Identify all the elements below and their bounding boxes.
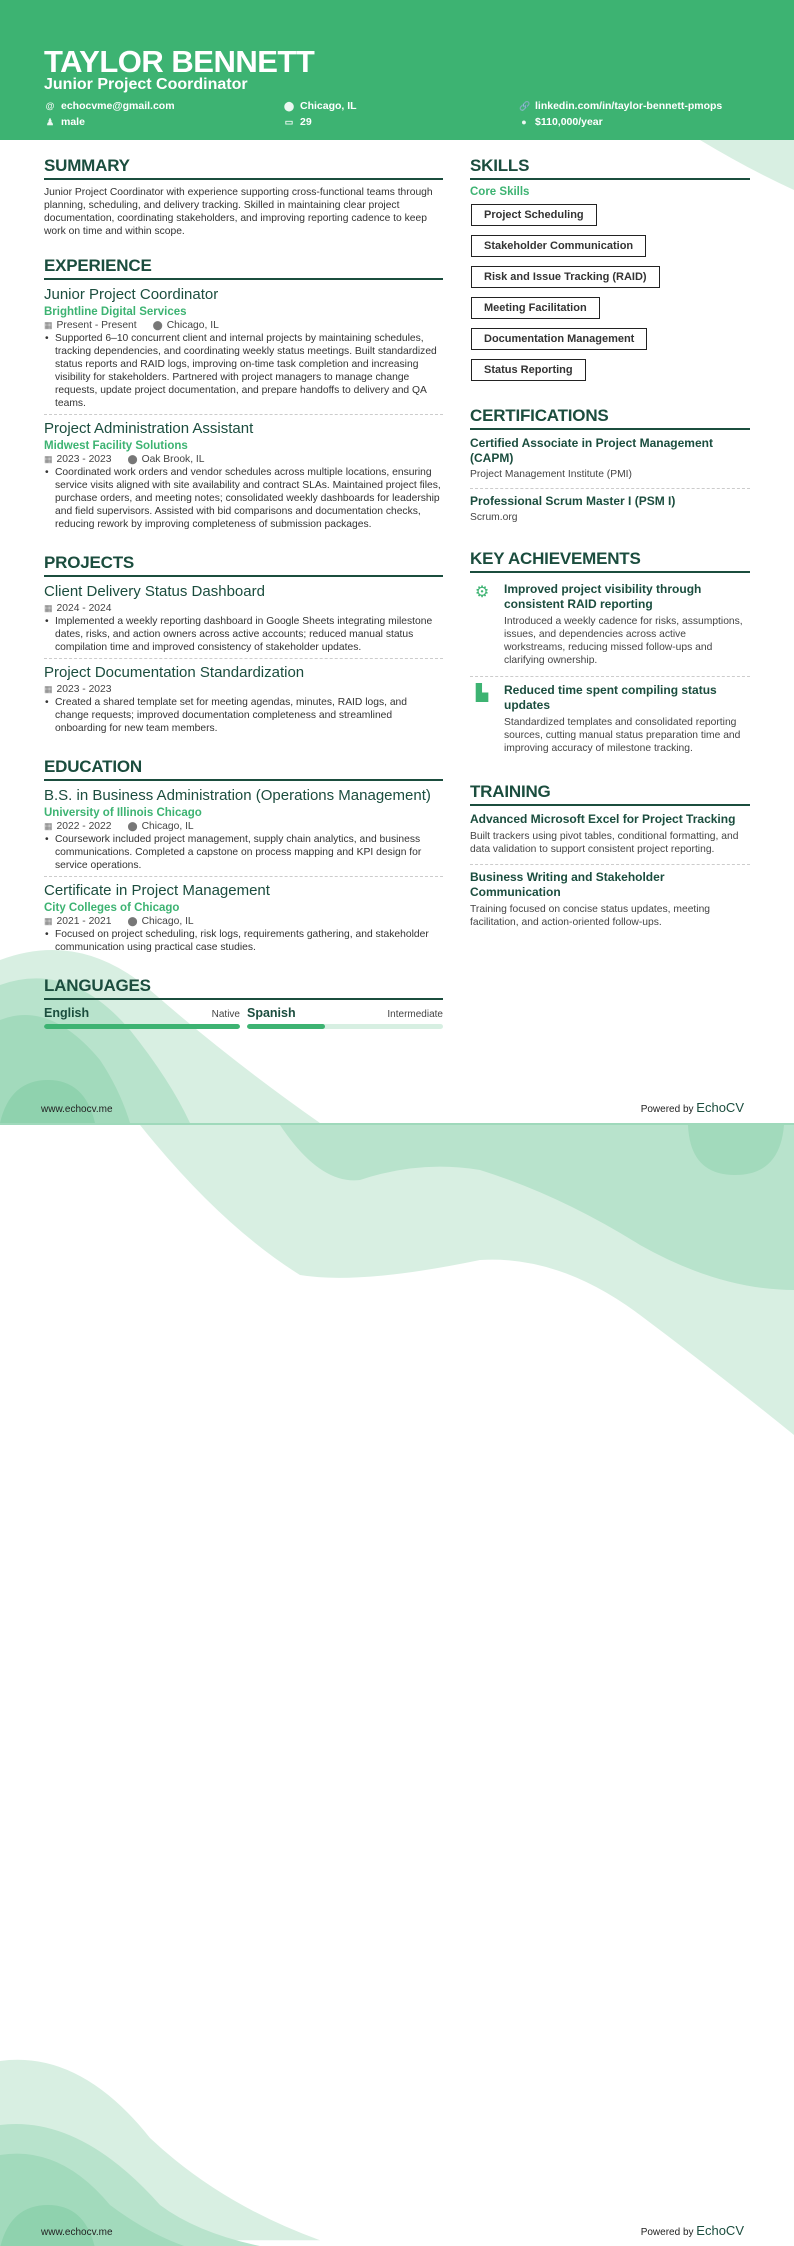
job-title: Junior Project Coordinator	[44, 286, 219, 303]
bullet: • Focused on project scheduling, risk logs, requirements gathering, and stakeholder communication using practical case studies.	[44, 928, 443, 954]
location-icon: ⬤	[127, 821, 138, 831]
document-icon: ▙	[475, 685, 489, 702]
job-title: Project Administration Assistant	[44, 420, 254, 437]
degree: B.S. in Business Administration (Operations Management)	[44, 787, 431, 804]
section-heading: EDUCATION	[44, 757, 443, 781]
dates-text: 2022 - 2022	[56, 821, 112, 832]
location-icon: ⬤	[127, 916, 138, 926]
training-title: Advanced Microsoft Excel for Project Tracking	[470, 812, 736, 826]
achievements-section	[470, 549, 750, 764]
resume-page-2	[0, 1123, 794, 2246]
powered-label: Powered by	[640, 2227, 694, 2238]
calendar-icon: ▦	[44, 916, 53, 926]
project-item	[44, 583, 443, 658]
language-item	[247, 1006, 443, 1029]
language-bar	[44, 1024, 240, 1029]
contact-text: Chicago, IL	[300, 100, 357, 112]
calendar-icon: ▦	[44, 603, 53, 613]
certifications-section	[470, 406, 750, 531]
calendar-icon: ▦	[44, 320, 53, 330]
location-icon: ⬤	[284, 100, 295, 111]
achievement-item	[470, 676, 750, 764]
contact-text: linkedin.com/in/taylor-bennett-pmops	[535, 100, 723, 112]
dates-text: 2024 - 2024	[56, 603, 112, 614]
education-item	[44, 787, 443, 876]
training-text: Built trackers using pivot tables, conditional formatting, and data validation to support consistent project reporting.	[470, 831, 739, 855]
degree: Certificate in Project Management	[44, 882, 270, 899]
experience-section	[44, 256, 443, 535]
location-icon: ⬤	[152, 320, 163, 330]
at-icon: @	[45, 101, 55, 111]
section-heading: CERTIFICATIONS	[470, 406, 750, 430]
section-heading: EXPERIENCE	[44, 256, 443, 280]
contact-text: 29	[300, 116, 312, 128]
location	[127, 454, 204, 465]
dates-text: Present - Present	[56, 320, 137, 331]
education-item	[44, 876, 443, 958]
language-level: Intermediate	[387, 1009, 443, 1020]
training-section	[470, 782, 750, 937]
bullet: • Coursework included project management, supply chain analytics, and business communications. Completed a capstone on process mapping and KPI design for service operations.	[44, 833, 443, 872]
language-bar-fill	[44, 1024, 240, 1029]
certification-item	[470, 436, 750, 488]
location	[127, 821, 193, 832]
contact-text: male	[61, 116, 85, 128]
powered-by	[641, 2223, 744, 2238]
skills-section	[470, 156, 750, 388]
gear-icon: ⚙	[474, 584, 490, 601]
languages-section	[44, 976, 443, 1029]
calendar-icon: ▭	[284, 116, 294, 127]
dates	[44, 603, 111, 614]
contact-text: $110,000/year	[535, 116, 603, 128]
language-bar-fill	[247, 1024, 325, 1029]
project-title: Project Documentation Standardization	[44, 664, 305, 681]
contact-linkedin[interactable]	[519, 100, 722, 112]
location-text: Chicago, IL	[141, 916, 194, 927]
training-item	[470, 812, 750, 864]
achievement-item	[470, 579, 750, 676]
footer-site-link[interactable]: www.echocv.me	[41, 2227, 113, 2238]
training-text: Training focused on concise status updates, meeting facilitation, and action-oriented follow-ups.	[470, 904, 711, 928]
location	[127, 916, 193, 927]
dates	[44, 916, 111, 927]
skills-group: Core Skills	[470, 186, 530, 198]
left-column	[44, 156, 443, 1047]
dates	[44, 684, 111, 695]
footer-site-link[interactable]: www.echocv.me	[41, 1104, 113, 1115]
skill-tag: Risk and Issue Tracking (RAID)	[471, 266, 660, 288]
language-item	[44, 1006, 240, 1029]
language-bar	[247, 1024, 443, 1029]
powered-label: Powered by	[640, 1104, 694, 1115]
company: Midwest Facility Solutions	[44, 440, 188, 452]
contact-text: echocvme@gmail.com	[61, 100, 175, 112]
header	[0, 0, 794, 140]
person-icon: ♟	[45, 116, 55, 127]
achievement-text: Introduced a weekly cadence for risks, assumptions, issues, and dependencies across active workstreams, reducing missed follow-ups and clarifying ownership.	[504, 616, 743, 666]
dates-text: 2021 - 2021	[56, 916, 112, 927]
language-name: Spanish	[247, 1006, 296, 1020]
company: Brightline Digital Services	[44, 306, 187, 318]
school: University of Illinois Chicago	[44, 807, 202, 819]
achievement-title: Improved project visibility through consistent RAID reporting	[504, 582, 702, 611]
location	[153, 320, 219, 331]
projects-section	[44, 553, 443, 739]
brand-name: EchoCV	[696, 1100, 744, 1115]
project-title: Client Delivery Status Dashboard	[44, 583, 265, 600]
right-column	[470, 156, 750, 955]
skill-tag: Stakeholder Communication	[471, 235, 646, 257]
contact-salary	[519, 116, 603, 128]
cert-issuer: Project Management Institute (PMI)	[470, 469, 632, 480]
achievement-text: Standardized templates and consolidated reporting sources, cutting manual status preparation time and improving accuracy of milestone tracking.	[504, 717, 741, 754]
brand-name: EchoCV	[696, 2223, 744, 2238]
bullet: • Implemented a weekly reporting dashboard in Google Sheets integrating milestone dates, risks, and action owners across active accounts; reduced manual status compilation time and improved consistency of stakeholder updates.	[44, 615, 443, 654]
location-text: Chicago, IL	[166, 320, 219, 331]
skill-tag: Project Scheduling	[471, 204, 597, 226]
language-name: English	[44, 1006, 90, 1020]
school: City Colleges of Chicago	[44, 902, 180, 914]
dates	[44, 821, 111, 832]
background-waves	[0, 1125, 794, 2246]
skill-tag: Meeting Facilitation	[471, 297, 600, 319]
language-level: Native	[211, 1009, 240, 1020]
cert-title: Professional Scrum Master I (PSM I)	[470, 494, 676, 508]
certification-item	[470, 488, 750, 531]
experience-item	[44, 286, 443, 414]
calendar-icon: ▦	[44, 821, 53, 831]
skill-tag: Documentation Management	[471, 328, 647, 350]
bullet: • Coordinated work orders and vendor schedules across multiple locations, ensuring service visits aligned with site availability and contract SLAs. Maintained project files, purchase orders, and meeting notes; consolidated weekly dashboards for leadership and field supervisors. Assisted with bid comparisons and documentation checks, reducing rework by improving completeness of submission packages.	[44, 466, 443, 531]
cert-issuer: Scrum.org	[470, 512, 518, 523]
salary-icon: ●	[521, 117, 527, 127]
project-item	[44, 658, 443, 739]
section-heading: SUMMARY	[44, 156, 443, 180]
achievement-title: Reduced time spent compiling status updates	[504, 683, 717, 712]
training-item	[470, 864, 750, 937]
contact-gender	[45, 116, 85, 128]
section-heading: PROJECTS	[44, 553, 443, 577]
dates-text: 2023 - 2023	[56, 454, 112, 465]
powered-by	[641, 1100, 744, 1115]
skill-tag: Status Reporting	[471, 359, 586, 381]
location-text: Chicago, IL	[141, 821, 194, 832]
section-heading: SKILLS	[470, 156, 750, 180]
bullet: • Created a shared template set for meeting agendas, minutes, RAID logs, and change requests; improved documentation completeness and streamlined onboarding for new team members.	[44, 696, 443, 735]
contact-age	[284, 116, 312, 128]
candidate-name: TAYLOR BENNETT	[44, 44, 315, 79]
bullet: • Supported 6–10 concurrent client and internal projects by maintaining schedules, tracking dependencies, and coordinating weekly status meetings. Built standardized status reports and RAID logs, improving on-time task completion and increasing visibility for stakeholders. Partnered with project managers to manage change requests, update project documentation, and prepare handoffs to delivery and QA teams.	[44, 332, 443, 410]
section-heading: LANGUAGES	[44, 976, 443, 1000]
dates	[44, 454, 111, 465]
education-section	[44, 757, 443, 958]
dates	[44, 320, 137, 331]
location-text: Oak Brook, IL	[141, 454, 205, 465]
contact-location	[284, 100, 357, 112]
summary-text: Junior Project Coordinator with experience supporting cross-functional teams through planning, scheduling, and delivery tracking. Skilled in maintaining clear project documentation, coordinating stakeholders, and improving reporting cadence to keep work on time and within scope.	[44, 187, 433, 237]
calendar-icon: ▦	[44, 454, 53, 464]
location-icon: ⬤	[127, 454, 138, 464]
calendar-icon: ▦	[44, 684, 53, 694]
dates-text: 2023 - 2023	[56, 684, 112, 695]
candidate-title: Junior Project Coordinator	[44, 76, 248, 93]
section-heading: TRAINING	[470, 782, 750, 806]
section-heading: KEY ACHIEVEMENTS	[470, 549, 750, 573]
summary-section	[44, 156, 443, 238]
experience-item	[44, 414, 443, 535]
cert-title: Certified Associate in Project Management (CAPM)	[470, 436, 713, 465]
link-icon: 🔗	[519, 100, 531, 111]
contact-email[interactable]	[45, 100, 175, 112]
training-title: Business Writing and Stakeholder Communication	[470, 870, 665, 899]
